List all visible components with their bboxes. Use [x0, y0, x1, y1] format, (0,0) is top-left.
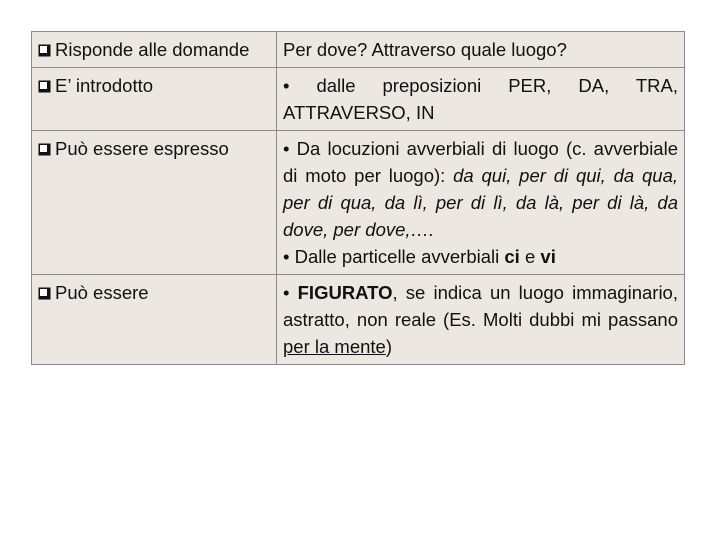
row4-underline: per la mente — [283, 336, 386, 357]
row4-bullet: • — [283, 282, 298, 303]
table-row — [32, 131, 685, 275]
row3-p1-italic: da qui, per di qui, da qua, per di qua, da lì, per di lì, da là, per di là, da dove, per dove,…. — [283, 165, 678, 240]
row3-paragraph-1 — [283, 135, 678, 243]
row4-rest: , se indica un luogo immaginario, astratto, non reale (Es. Molti dubbi mi passano — [283, 282, 678, 330]
checkbox-bullet-icon — [38, 143, 51, 156]
row3-p1-prefix: • Da locuzioni avverbiali di luogo (c. avverbiale di moto per luogo): — [283, 138, 678, 186]
row3-p2-vi: vi — [540, 246, 556, 267]
table-row — [32, 32, 685, 68]
row3-p2-ci: ci — [504, 246, 520, 267]
row3-p2-mid: e — [519, 246, 541, 267]
row4-right-cell — [277, 275, 685, 365]
row1-right-cell — [277, 32, 685, 68]
row2-left-cell — [32, 68, 277, 131]
row1-right-text: Per dove? Attraverso quale luogo? — [283, 39, 567, 60]
row3-left-text: Può essere espresso — [55, 138, 229, 159]
checkbox-bullet-icon — [38, 80, 51, 93]
checkbox-bullet-icon — [38, 287, 51, 300]
row3-right-cell — [277, 131, 685, 275]
row4-bold: FIGURATO — [297, 282, 393, 303]
row2-right-cell — [277, 68, 685, 131]
row3-left-cell — [32, 131, 277, 275]
table-row — [32, 68, 685, 131]
row4-end: ) — [385, 336, 393, 357]
row3-p2-prefix: • Dalle particelle avverbiali — [283, 246, 505, 267]
row2-right-text: • dalle preposizioni PER, DA, TRA, ATTRAVERSO, IN — [283, 75, 678, 123]
checkbox-bullet-icon — [38, 44, 51, 57]
table-row — [32, 275, 685, 365]
row2-left-text: E’ introdotto — [55, 75, 154, 96]
row1-left-cell — [32, 32, 277, 68]
row4-left-text: Può essere — [55, 282, 149, 303]
row3-paragraph-2 — [283, 243, 678, 270]
info-table — [31, 31, 685, 365]
row4-left-cell — [32, 275, 277, 365]
row1-left-text: Risponde alle domande — [55, 39, 250, 60]
